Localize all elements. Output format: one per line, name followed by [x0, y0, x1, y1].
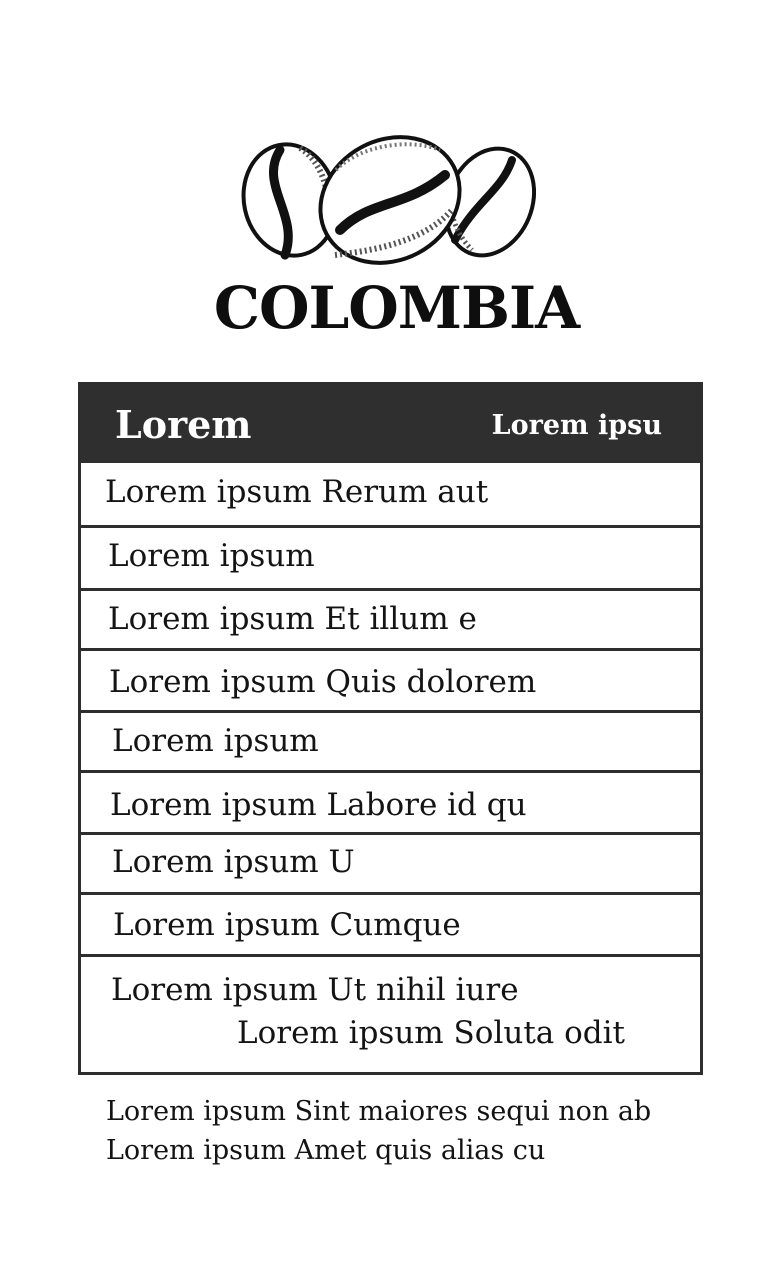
coffee-beans-icon — [240, 130, 536, 272]
table-row — [81, 832, 700, 892]
table-row — [81, 648, 700, 710]
table-row — [81, 954, 700, 1072]
brand-title: COLOMBIA — [213, 274, 580, 342]
header-right-label: Lorem ipsu — [491, 410, 662, 441]
row-label: Lorem ipsum U — [112, 844, 355, 880]
footnote — [106, 1092, 651, 1170]
row-label: Lorem ipsum — [108, 538, 315, 574]
table-row — [81, 588, 700, 648]
row-label: Lorem ipsum Labore id qu — [110, 787, 527, 823]
row-label: Lorem ipsum — [112, 723, 319, 759]
row-label: Lorem ipsum Quis dolorem — [109, 664, 537, 700]
table-header — [81, 385, 700, 463]
header-left-label: Lorem — [115, 402, 252, 447]
table-row — [81, 710, 700, 770]
table-row — [81, 463, 700, 525]
center-bean-icon — [298, 130, 481, 272]
table-row — [81, 525, 700, 588]
row-label: Lorem ipsum Et illum e — [108, 601, 477, 637]
footnote-line-1: Lorem ipsum Sint maiores sequi non ab — [106, 1096, 652, 1127]
origin-table — [78, 382, 703, 1075]
footnote-line-2: Lorem ipsum Amet quis alias cu — [106, 1135, 546, 1166]
row-label-second-line: Lorem ipsum Soluta odit — [237, 1015, 625, 1051]
row-label: Lorem ipsum Rerum aut — [105, 474, 489, 510]
row-label: Lorem ipsum Ut nihil iure — [111, 972, 519, 1008]
row-label: Lorem ipsum Cumque — [113, 907, 461, 943]
table-row — [81, 770, 700, 832]
table-row — [81, 892, 700, 954]
